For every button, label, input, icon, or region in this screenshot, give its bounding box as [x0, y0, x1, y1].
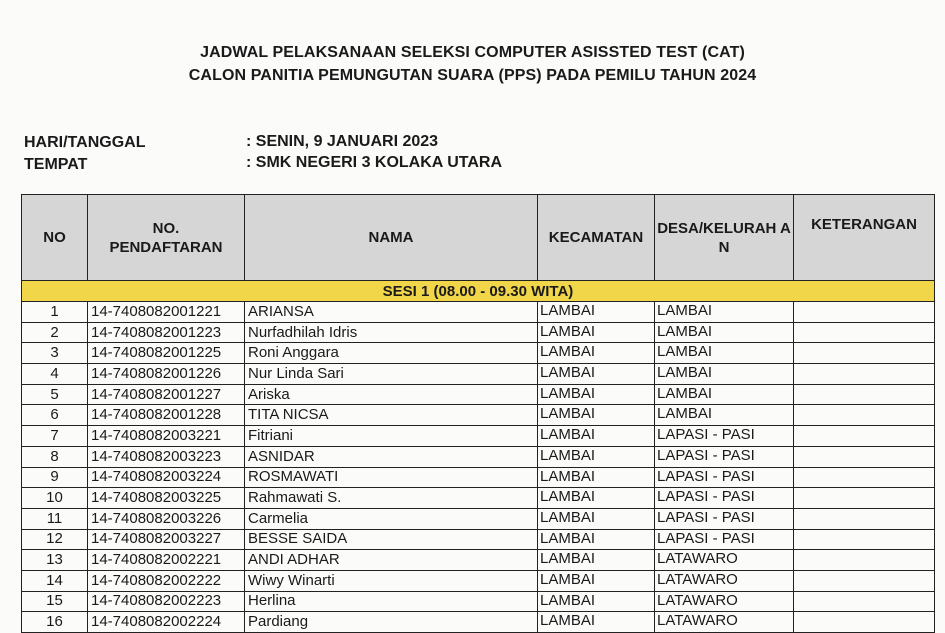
cell-name: BESSE SAIDA — [245, 529, 538, 550]
cell-no: 14 — [22, 570, 88, 591]
cell-registration-number: 14-7408082003225 — [88, 488, 245, 509]
table-row — [22, 529, 935, 550]
cell-keterangan — [794, 488, 935, 509]
cell-kecamatan: LAMBAI — [538, 467, 655, 488]
cell-name: Carmelia — [245, 508, 538, 529]
cell-registration-number: 14-7408082002222 — [88, 570, 245, 591]
cell-name: Roni Anggara — [245, 343, 538, 364]
cell-desa-kelurahan: LATAWARO — [655, 612, 794, 633]
cell-registration-number: 14-7408082001228 — [88, 405, 245, 426]
cell-kecamatan: LAMBAI — [538, 508, 655, 529]
table-header-row — [22, 195, 935, 281]
cell-no: 5 — [22, 384, 88, 405]
cell-kecamatan: LAMBAI — [538, 364, 655, 385]
table-row — [22, 591, 935, 612]
day-date-label: HARI/TANGGAL — [24, 134, 146, 151]
cell-kecamatan: LAMBAI — [538, 446, 655, 467]
table-row — [22, 508, 935, 529]
cell-no: 16 — [22, 612, 88, 633]
cell-desa-kelurahan: LAMBAI — [655, 364, 794, 385]
cell-no: 10 — [22, 488, 88, 509]
cell-kecamatan: LAMBAI — [538, 591, 655, 612]
cell-registration-number: 14-7408082003221 — [88, 426, 245, 447]
cell-desa-kelurahan: LAMBAI — [655, 384, 794, 405]
table-row — [22, 302, 935, 323]
table-row — [22, 488, 935, 509]
cell-no: 12 — [22, 529, 88, 550]
place-label: TEMPAT — [24, 156, 88, 173]
cell-no: 11 — [22, 508, 88, 529]
cell-keterangan — [794, 302, 935, 323]
cell-keterangan — [794, 612, 935, 633]
cell-registration-number: 14-7408082002223 — [88, 591, 245, 612]
cell-name: Rahmawati S. — [245, 488, 538, 509]
cell-keterangan — [794, 405, 935, 426]
cell-registration-number: 14-7408082001225 — [88, 343, 245, 364]
cell-name: Ariska — [245, 384, 538, 405]
column-header-kecamatan: KECAMATAN — [538, 195, 655, 281]
cell-keterangan — [794, 426, 935, 447]
table-row — [22, 446, 935, 467]
cell-keterangan — [794, 343, 935, 364]
cell-kecamatan: LAMBAI — [538, 488, 655, 509]
table-row — [22, 612, 935, 633]
document-title-line-2: CALON PANITIA PEMUNGUTAN SUARA (PPS) PADA PEMILU TAHUN 2024 — [188, 67, 757, 84]
cell-registration-number: 14-7408082001227 — [88, 384, 245, 405]
cell-registration-number: 14-7408082002221 — [88, 550, 245, 571]
table-row — [22, 426, 935, 447]
cell-registration-number: 14-7408082003224 — [88, 467, 245, 488]
cell-desa-kelurahan: LAPASI - PASI — [655, 467, 794, 488]
cell-desa-kelurahan: LAPASI - PASI — [655, 529, 794, 550]
cell-kecamatan: LAMBAI — [538, 612, 655, 633]
table-row — [22, 550, 935, 571]
cell-no: 15 — [22, 591, 88, 612]
cell-name: Nurfadhilah Idris — [245, 322, 538, 343]
cell-no: 6 — [22, 405, 88, 426]
column-header-keterangan: KETERANGAN — [794, 195, 935, 281]
cell-no: 8 — [22, 446, 88, 467]
table-row — [22, 384, 935, 405]
cell-name: Fitriani — [245, 426, 538, 447]
session-label: SESI 1 (08.00 - 09.30 WITA) — [22, 281, 935, 302]
cell-kecamatan: LAMBAI — [538, 550, 655, 571]
cell-desa-kelurahan: LAPASI - PASI — [655, 488, 794, 509]
column-header-name: NAMA — [245, 195, 538, 281]
document-title-line-1: JADWAL PELAKSANAAN SELEKSI COMPUTER ASISSTED TEST (CAT) — [200, 44, 745, 61]
cell-no: 4 — [22, 364, 88, 385]
table-row — [22, 570, 935, 591]
cell-no: 1 — [22, 302, 88, 323]
cell-no: 2 — [22, 322, 88, 343]
day-date-value: : SENIN, 9 JANUARI 2023 — [246, 133, 439, 150]
column-header-desa-kelurahan: DESA/KELURAH AN — [655, 195, 794, 281]
place-value: : SMK NEGERI 3 KOLAKA UTARA — [246, 154, 502, 171]
cell-keterangan — [794, 467, 935, 488]
cell-registration-number: 14-7408082003227 — [88, 529, 245, 550]
cell-no: 7 — [22, 426, 88, 447]
cell-desa-kelurahan: LAPASI - PASI — [655, 508, 794, 529]
cell-desa-kelurahan: LAMBAI — [655, 322, 794, 343]
cell-keterangan — [794, 322, 935, 343]
cell-name: TITA NICSA — [245, 405, 538, 426]
cell-no: 3 — [22, 343, 88, 364]
cell-keterangan — [794, 591, 935, 612]
cell-keterangan — [794, 384, 935, 405]
column-header-registration-number: NO. PENDAFTARAN — [88, 195, 245, 281]
cell-name: ARIANSA — [245, 302, 538, 323]
cell-keterangan — [794, 508, 935, 529]
cell-no: 9 — [22, 467, 88, 488]
cell-desa-kelurahan: LAMBAI — [655, 343, 794, 364]
cell-kecamatan: LAMBAI — [538, 384, 655, 405]
cell-name: Herlina — [245, 591, 538, 612]
column-header-no: NO — [22, 195, 88, 281]
table-row — [22, 322, 935, 343]
cell-registration-number: 14-7408082002224 — [88, 612, 245, 633]
cell-kecamatan: LAMBAI — [538, 405, 655, 426]
cell-kecamatan: LAMBAI — [538, 343, 655, 364]
cell-desa-kelurahan: LAPASI - PASI — [655, 446, 794, 467]
cell-name: ANDI ADHAR — [245, 550, 538, 571]
table-row — [22, 343, 935, 364]
session-row — [22, 281, 935, 302]
cell-name: ROSMAWATI — [245, 467, 538, 488]
cell-no: 13 — [22, 550, 88, 571]
cell-registration-number: 14-7408082001226 — [88, 364, 245, 385]
table-row — [22, 364, 935, 385]
cell-keterangan — [794, 446, 935, 467]
cell-keterangan — [794, 570, 935, 591]
cell-desa-kelurahan: LATAWARO — [655, 591, 794, 612]
cell-keterangan — [794, 364, 935, 385]
cell-kecamatan: LAMBAI — [538, 570, 655, 591]
cell-registration-number: 14-7408082003226 — [88, 508, 245, 529]
table-row — [22, 467, 935, 488]
cell-desa-kelurahan: LAPASI - PASI — [655, 426, 794, 447]
cell-kecamatan: LAMBAI — [538, 426, 655, 447]
table-row — [22, 405, 935, 426]
cell-keterangan — [794, 529, 935, 550]
cell-name: ASNIDAR — [245, 446, 538, 467]
cell-kecamatan: LAMBAI — [538, 529, 655, 550]
cell-name: Pardiang — [245, 612, 538, 633]
schedule-table — [21, 194, 935, 633]
cell-keterangan — [794, 550, 935, 571]
cell-desa-kelurahan: LAMBAI — [655, 302, 794, 323]
cell-desa-kelurahan: LAMBAI — [655, 405, 794, 426]
cell-registration-number: 14-7408082001223 — [88, 322, 245, 343]
cell-desa-kelurahan: LATAWARO — [655, 550, 794, 571]
cell-registration-number: 14-7408082001221 — [88, 302, 245, 323]
cell-kecamatan: LAMBAI — [538, 322, 655, 343]
cell-name: Wiwy Winarti — [245, 570, 538, 591]
cell-desa-kelurahan: LATAWARO — [655, 570, 794, 591]
cell-registration-number: 14-7408082003223 — [88, 446, 245, 467]
cell-kecamatan: LAMBAI — [538, 302, 655, 323]
cell-name: Nur Linda Sari — [245, 364, 538, 385]
